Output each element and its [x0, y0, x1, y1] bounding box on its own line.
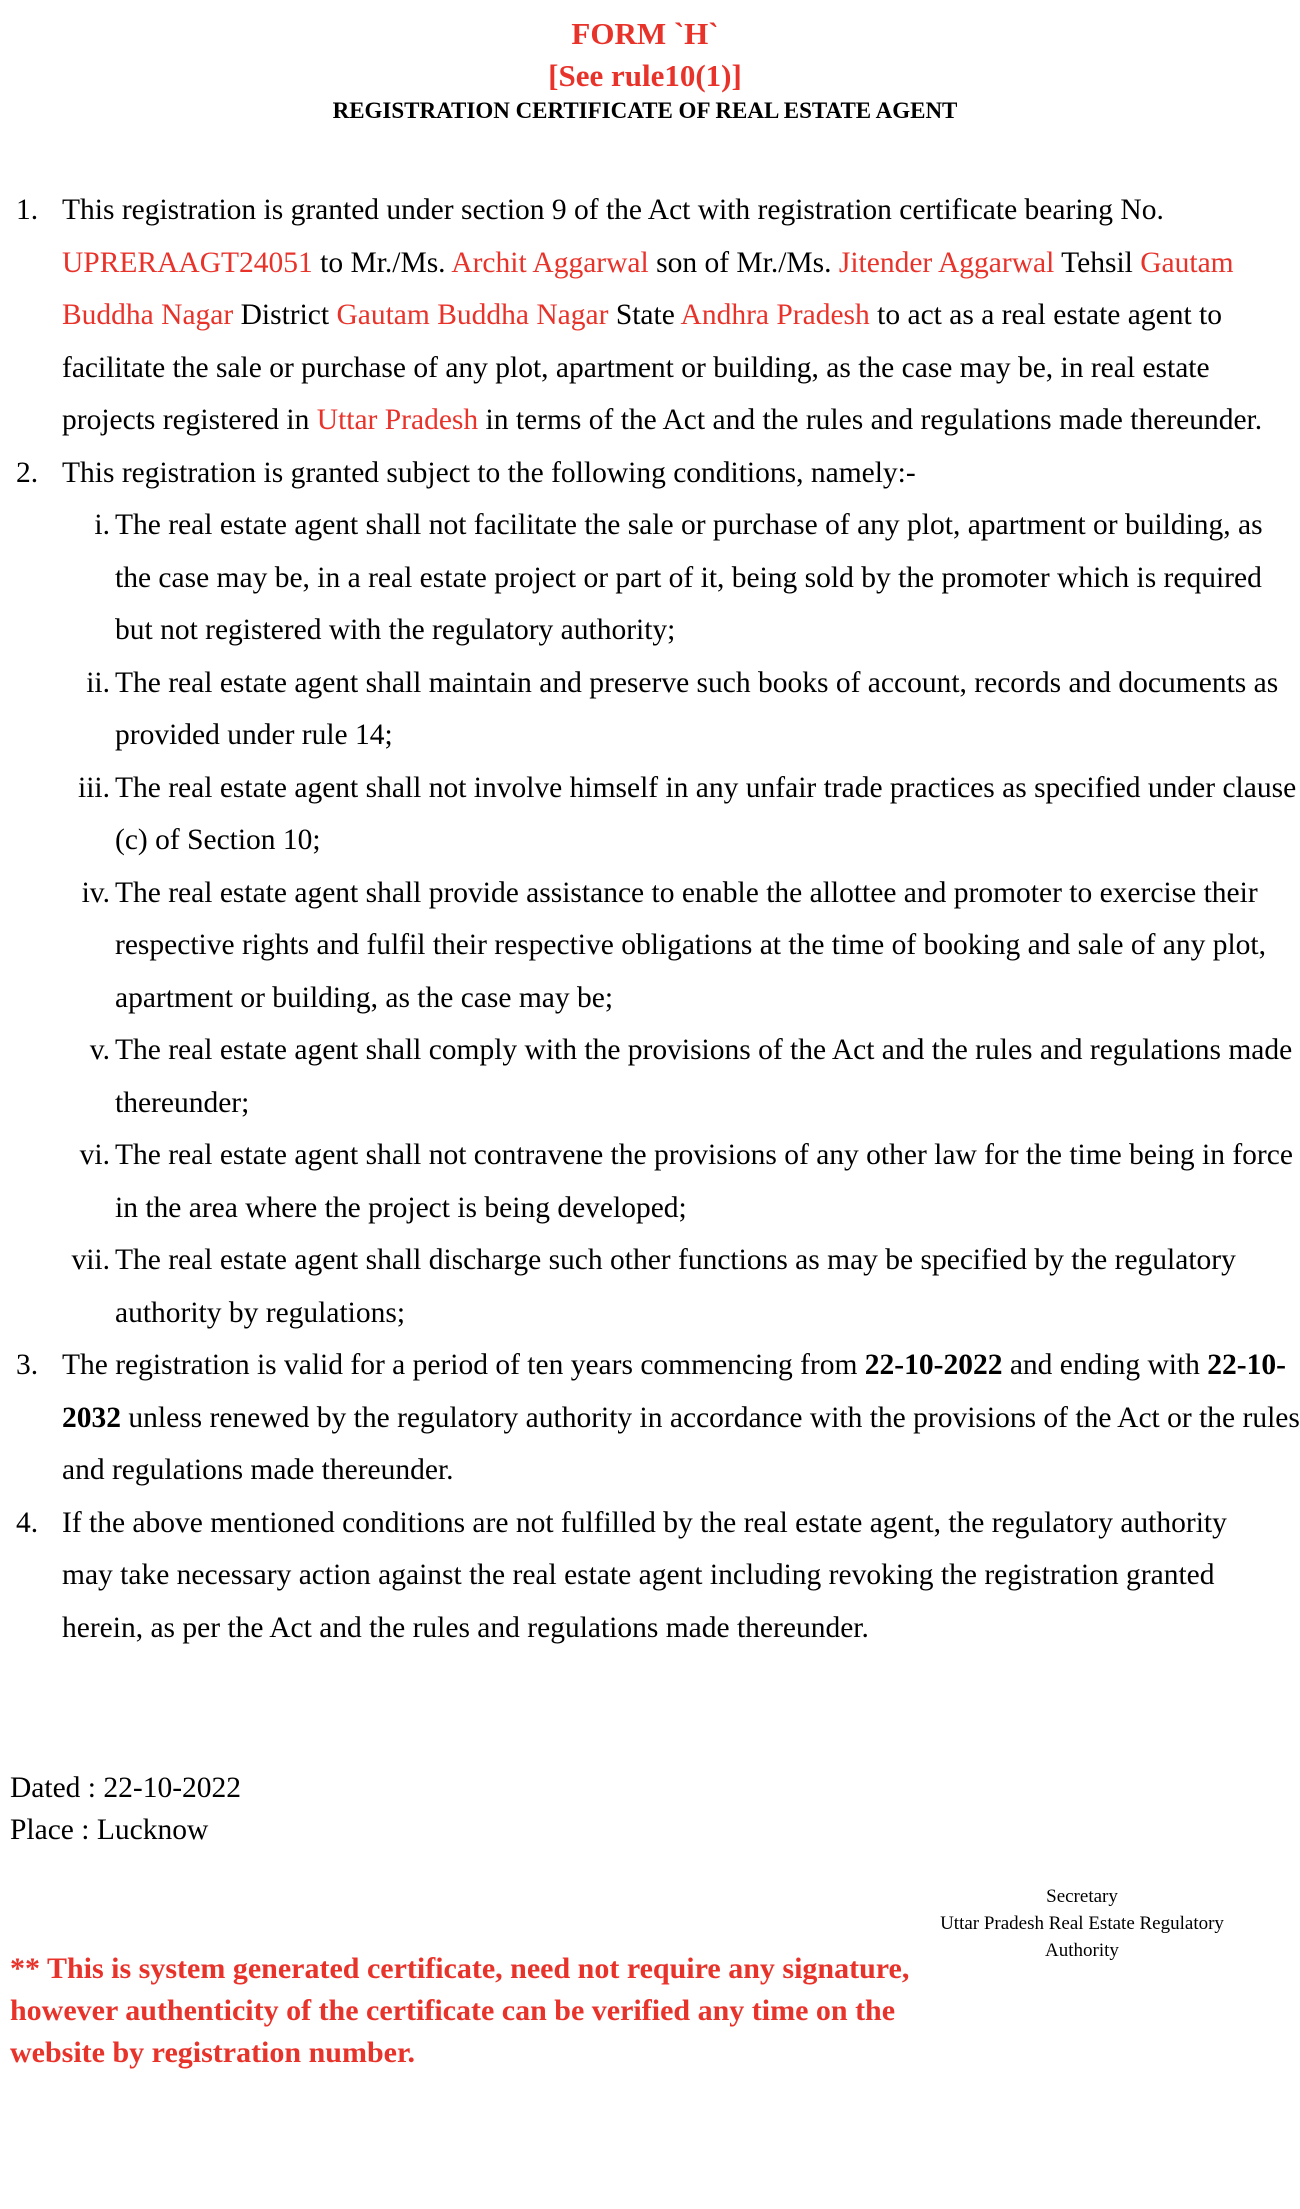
term-4 — [0, 1497, 1242, 1655]
condition-item — [0, 1129, 1300, 1234]
condition-item — [0, 867, 1300, 1025]
text: District — [233, 299, 337, 331]
condition-number: i. — [94, 509, 110, 541]
term-number: 3. — [16, 1349, 39, 1381]
end-date: 22-10-2032 — [62, 1349, 1286, 1434]
district: Gautam Buddha Nagar — [336, 299, 609, 331]
condition-text: The real estate agent shall maintain and preserve such books of account, records and documents as provided under rule 14; — [115, 666, 1279, 751]
condition-item — [0, 762, 1300, 867]
text: son of Mr./Ms. — [648, 246, 839, 279]
condition-number: v. — [89, 1034, 110, 1066]
condition-number: iii. — [78, 771, 110, 804]
text: to Mr./Ms. — [312, 246, 452, 279]
condition-text: The real estate agent shall not involve himself in any unfair trade practices as specified under clause (c) of Section 10; — [115, 771, 1297, 856]
signatory-block — [912, 1883, 1252, 1964]
registration-state: Uttar Pradesh — [316, 404, 479, 436]
text: to act as a real estate agent to facilitate the sale or purchase of any plot, apartment or building, as the case may be, in real estate projects registered in — [62, 299, 1222, 436]
condition-item — [0, 499, 1300, 657]
father-name: Jitender Aggarwal — [838, 246, 1055, 279]
term-2 — [0, 447, 1300, 1340]
condition-item — [0, 1024, 1300, 1129]
tehsil: Gautam Buddha Nagar — [62, 246, 1234, 331]
condition-item — [0, 1234, 1300, 1339]
dated: Dated : 22-10-2022 — [10, 1772, 242, 1804]
text: This registration is granted under section 9 of the Act with registration certificate bearing No. — [62, 194, 1164, 226]
term-number: 1. — [16, 194, 39, 226]
signatory-title: Secretary — [1046, 1886, 1118, 1907]
text: If the above mentioned conditions are not fulfilled by the real estate agent, the regulatory authority may take necessary action against the real estate agent including revoking the registration granted herein, as per the Act and the rules and regulations made thereunder. — [62, 1506, 1227, 1644]
text: unless renewed by the regulatory authority in accordance with the provisions of the Act or the rules and regulations made thereunder. — [62, 1401, 1300, 1486]
term-number: 4. — [16, 1506, 39, 1539]
condition-text: The real estate agent shall not facilitate the sale or purchase of any plot, apartment or building, as the case may be, in a real estate project or part of it, being sold by the promoter which is required but not registered with the regulatory authority; — [115, 509, 1263, 646]
text: Tehsil — [1054, 246, 1141, 279]
condition-text: The real estate agent shall discharge such other functions as may be specified by the regulatory authority by regulations; — [115, 1244, 1236, 1329]
rule-reference: [See rule10(1)] — [548, 58, 742, 93]
condition-number: vii. — [71, 1244, 110, 1276]
place: Place : Lucknow — [10, 1814, 209, 1846]
condition-text: The real estate agent shall comply with the provisions of the Act and the rules and regulations made thereunder; — [115, 1034, 1293, 1119]
term-3 — [0, 1339, 1300, 1497]
condition-number: iv. — [81, 876, 110, 909]
condition-text: The real estate agent shall not contravene the provisions of any other law for the time being in force in the area where the project is being developed; — [115, 1139, 1293, 1224]
certificate-terms — [0, 184, 1300, 1654]
condition-number: vi. — [79, 1139, 110, 1171]
term-number: 2. — [16, 456, 39, 489]
text: State — [608, 299, 681, 331]
text: This registration is granted subject to the following conditions, namely:- — [62, 456, 916, 489]
text: and ending with — [1002, 1349, 1208, 1381]
start-date: 22-10-2022 — [864, 1349, 1003, 1381]
form-title: FORM `H` — [571, 16, 719, 51]
registration-number: UPRERAAGT24051 — [62, 246, 313, 279]
certificate-heading: REGISTRATION CERTIFICATE OF REAL ESTATE AGENT — [332, 98, 958, 123]
condition-text: The real estate agent shall provide assistance to enable the allottee and promoter to exercise their respective rights and fulfil their respective obligations at the time of booking and sale of any plot, apartment or building, as the case may be; — [115, 876, 1267, 1014]
text: The registration is valid for a period of ten years commencing from — [62, 1349, 865, 1381]
term-1 — [0, 184, 1300, 447]
agent-name: Archit Aggarwal — [451, 246, 649, 279]
signatory-org: Uttar Pradesh Real Estate Regulatory Authority — [940, 1913, 1224, 1961]
condition-item — [0, 657, 1300, 762]
state: Andhra Pradesh — [680, 299, 870, 331]
system-generated-note: ** This is system generated certificate, need not require any signature, however authenticity of the certificate can be verified any time on the website by registration number. — [10, 1952, 910, 2069]
text: in terms of the Act and the rules and regulations made thereunder. — [478, 404, 1263, 436]
condition-number: ii. — [86, 666, 110, 699]
